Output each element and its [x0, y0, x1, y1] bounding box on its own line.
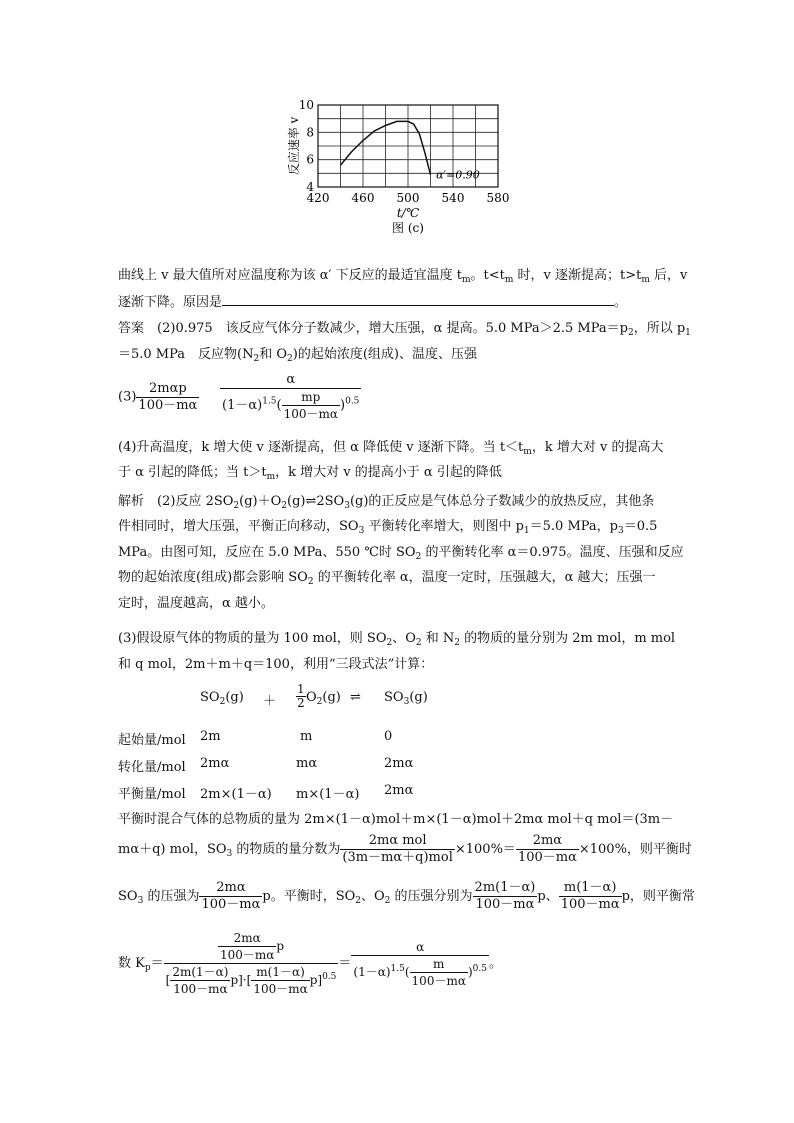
so3-term: $SO_3(g)$: [384, 690, 428, 707]
analysis-line-2: 件相同时，增大压强，平衡正向移动，$SO_3$ 平衡转化率增大，则图中 $p_1=5.0$ MPa，$p_3=0.5$: [118, 519, 658, 536]
cell: 2mα: [200, 756, 230, 771]
rate-temperature-chart: [280, 95, 520, 255]
cell: 2m×(1－α): [200, 787, 272, 802]
total-moles-line: 平衡时混合气体的总物质的量为 2m×(1－α)mol＋m×(1－α)mol＋2mα mol＋q mol＝(3m－: [118, 812, 674, 827]
analysis-line-5: 定时，温度越高，α 越小。: [118, 596, 274, 611]
question-line-1: 曲线上 v 最大值所对应温度称为该 α′ 下反应的最适宜温度 $t_m$。$t<t_m$ 时，v 逐渐提高；$t>t_m$ 后，v: [118, 268, 688, 285]
equation-header: $SO_2(g)$: [200, 690, 244, 707]
cell: m×(1－α): [296, 787, 360, 802]
cell: 2m: [200, 729, 221, 744]
partial-pressure-line: $SO_3$ 的压强为 $\frac{2m\alpha}{100-m\alpha}$ p。平衡时，$SO_2$、$O_2$ 的压强分别为 $\frac{2m(1-\alpha)}{100-m\alpha}$ p、 $\frac{m(1-\alpha)}{100-m\alpha}$ p，则平衡常: [118, 880, 695, 912]
analysis-line-1: 解析 (2)反应 $2SO_2(g)+O_2(g)\rightleftharpoons 2SO_3(g)$的正反应是气体总分子数减少的放热反应，其他条: [118, 494, 655, 511]
analysis-line-4: 物的起始浓度(组成)都会影响 $SO_2$ 的平衡转化率 α，温度一定时，压强越大，α 越大；压强一: [118, 570, 656, 587]
cell: 0: [384, 729, 393, 744]
cell: mα: [296, 756, 318, 771]
x-tick-label: 420: [306, 191, 330, 205]
kp-formula-line: 数 $K_p=$ $\frac{2m\alpha}{100-m\alpha}$ p [ $\frac{2m(1-\alpha)}{100-m\alpha}$ p]·[ $\frac{m(1-\alpha)}{100-m\alpha}$ p]$^{0.5}$ ＝ α $(1-\alpha)^{1.5}$( $\frac{m}{100-m\alpha}$ )$^{0.5}$ 。: [118, 931, 502, 996]
x-tick-label: 500: [396, 191, 420, 205]
analysis-line-6: (3)假设原气体的物质的量为 100 mol，则 $SO_2$、$O_2$ 和 $N_2$ 的物质的量分别为 2m mol，m mol: [118, 631, 676, 648]
answer-blank: [222, 293, 614, 306]
y-axis-label: 反应速率 v: [287, 116, 301, 176]
o2-term: $O_2(g)$: [306, 690, 341, 707]
answer-4-line-2: 于 α 引起的降低；当 $t>t_m$，k 增大对 v 的提高小于 α 引起的降低: [118, 465, 502, 482]
cell: 2mα: [384, 783, 414, 798]
row-initial-label: 起始量/mol: [118, 733, 186, 748]
x-tick-label: 460: [351, 191, 375, 205]
x-axis-label: t/℃: [396, 206, 420, 220]
figure-caption: 图 (c): [392, 221, 424, 235]
y-tick-label: 8: [306, 125, 314, 140]
analysis-line-3: MPa。由图可知，反应在 5.0 MPa、550 ℃时 $SO_2$ 的平衡转化率 α＝0.975。温度、压强和反应: [118, 545, 684, 562]
y-tick-label: 4: [306, 180, 314, 194]
analysis-line-7: 和 q mol，2m＋m＋q＝100，利用“三段式法”计算：: [118, 657, 434, 672]
equilibrium-arrow: ⇌: [350, 690, 361, 705]
half-coefficient: 1 2: [297, 682, 305, 710]
alpha-annotation: α′=0.90: [436, 168, 480, 182]
x-tick-label: 540: [441, 191, 465, 205]
question-line-2: 逐渐下降。原因是 。: [118, 295, 628, 310]
y-tick-label: 10: [298, 98, 314, 112]
row-change-label: 转化量/mol: [118, 760, 186, 775]
answer-4-line-1: (4)升高温度，k 增大使 v 逐渐提高，但 α 降低使 v 逐渐下降。当 $t<t_m$，k 增大对 v 的提高大: [118, 440, 664, 457]
cell: m: [300, 729, 313, 744]
mole-fraction-line: mα＋q) mol，$SO_3$ 的物质的量分数为 $\frac{\text{2mα mol}}{\text{(3m－mα＋q)mol}}$ ×100%＝ $\frac{2m\alpha}{100-m\alpha}$ ×100%，则平衡时: [118, 833, 692, 865]
row-equilibrium-label: 平衡量/mol: [118, 787, 186, 802]
answer-line-1: 答案 (2)0.975 该反应气体分子数减少，增大压强，α 提高。5.0 MPa＞2.5 $MPa=p_2$，所以 $p_1$: [118, 321, 691, 338]
x-tick-label: 580: [486, 191, 510, 205]
y-tick-label: 6: [306, 152, 314, 167]
cell: 2mα: [384, 756, 414, 771]
answer-line-2: ＝5.0 MPa 反应物($N_2$和 $O_2$)的起始浓度(组成)、温度、压强: [118, 347, 477, 364]
answer-3-formula: (3) $\frac{\text{2mαp}}{100-m\alpha}$ α $(1-\alpha)^{1.5}$( $\frac{mp}{100-m\alpha}$ )$^{0.5}$: [118, 372, 360, 421]
plus-sign: ＋: [263, 694, 277, 709]
